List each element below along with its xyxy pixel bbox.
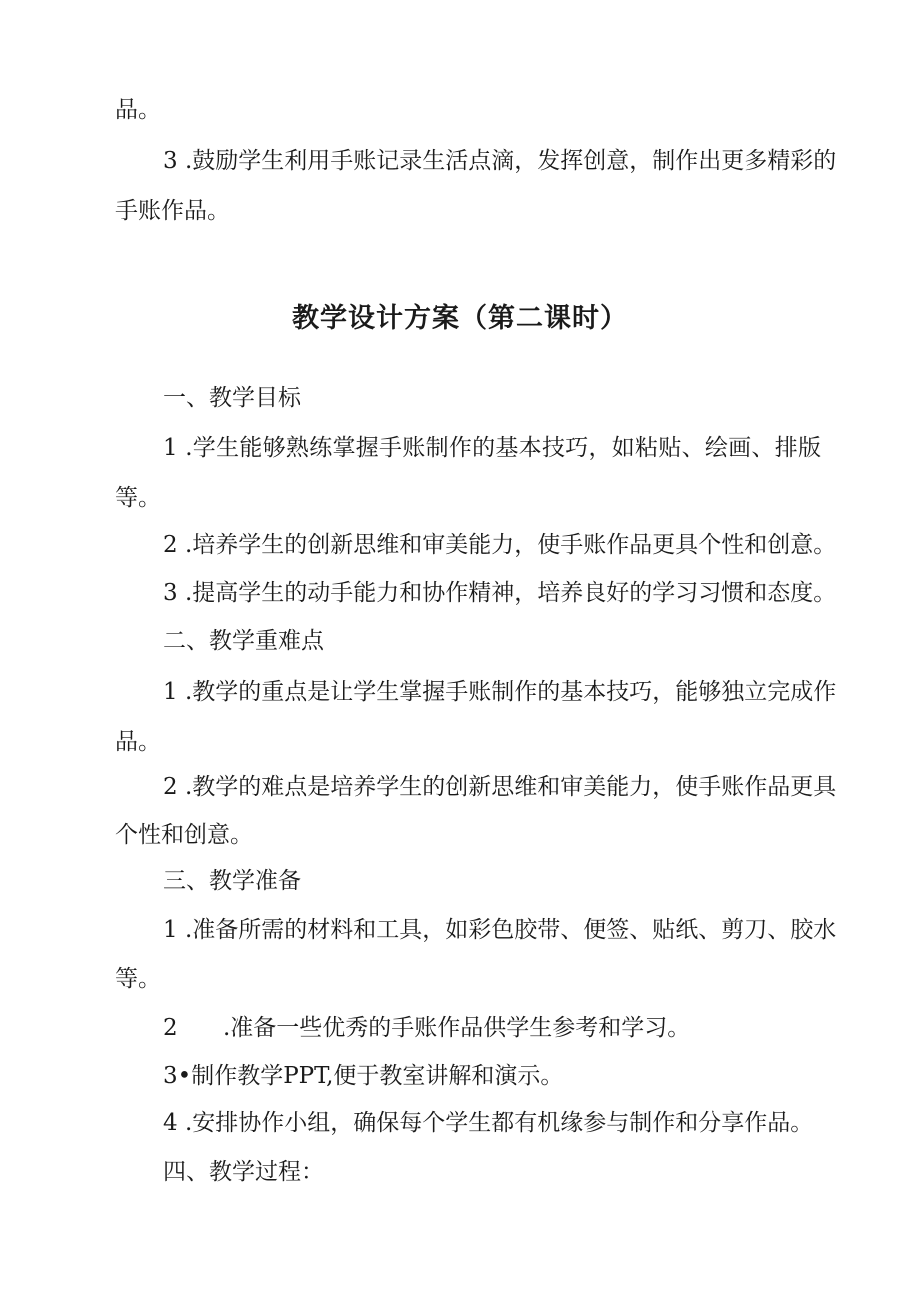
section1-item2: 2 .培养学生的创新思维和审美能力，使手账作品更具个性和创意。 xyxy=(163,532,837,558)
section3-item1-line1: 1 .准备所需的材料和工具，如彩色胶带、便签、贴纸、剪刀、胶水 xyxy=(163,917,837,943)
document-title: 教学设计方案（第二课时） xyxy=(292,303,628,334)
paragraph-item3-line1: 3 .鼓励学生利用手账记录生活点滴，发挥创意，制作出更多精彩的 xyxy=(163,148,837,174)
section1-item3: 3 .提高学生的动手能力和协作精神，培养良好的学习习惯和态度。 xyxy=(163,580,837,606)
section4-heading: 四、教学过程： xyxy=(163,1159,324,1185)
section3-item1-line2: 等。 xyxy=(115,966,161,992)
paragraph-continuation: 品。 xyxy=(115,97,161,123)
paragraph-item3-line2: 手账作品。 xyxy=(115,198,230,224)
section1-heading: 一、教学目标 xyxy=(163,385,301,411)
section2-item1-line1: 1 .教学的重点是让学生掌握手账制作的基本技巧，能够独立完成作 xyxy=(163,679,837,705)
section2-item1-line2: 品。 xyxy=(115,729,161,755)
section2-heading: 二、教学重难点 xyxy=(163,628,324,654)
section3-item2-number: 2 xyxy=(163,1015,178,1041)
section3-item3: 3•制作教学PPT,便于教室讲解和演示。 xyxy=(163,1063,564,1089)
section3-item4: 4 .安排协作小组，确保每个学生都有机缘参与制作和分享作品。 xyxy=(163,1110,814,1136)
section3-heading: 三、教学准备 xyxy=(163,868,301,894)
section3-item2 xyxy=(163,1013,883,1043)
section3-item2-text: .准备一些优秀的手账作品供学生参考和学习。 xyxy=(223,1015,691,1041)
section1-item1-line2: 等。 xyxy=(115,485,161,511)
section1-item1-line1: 1 .学生能够熟练掌握手账制作的基本技巧，如粘贴、绘画、排版 xyxy=(163,435,821,461)
section2-item2-line2: 个性和创意。 xyxy=(115,822,253,848)
section2-item2-line1: 2 .教学的难点是培养学生的创新思维和审美能力，使手账作品更具 xyxy=(163,774,837,800)
